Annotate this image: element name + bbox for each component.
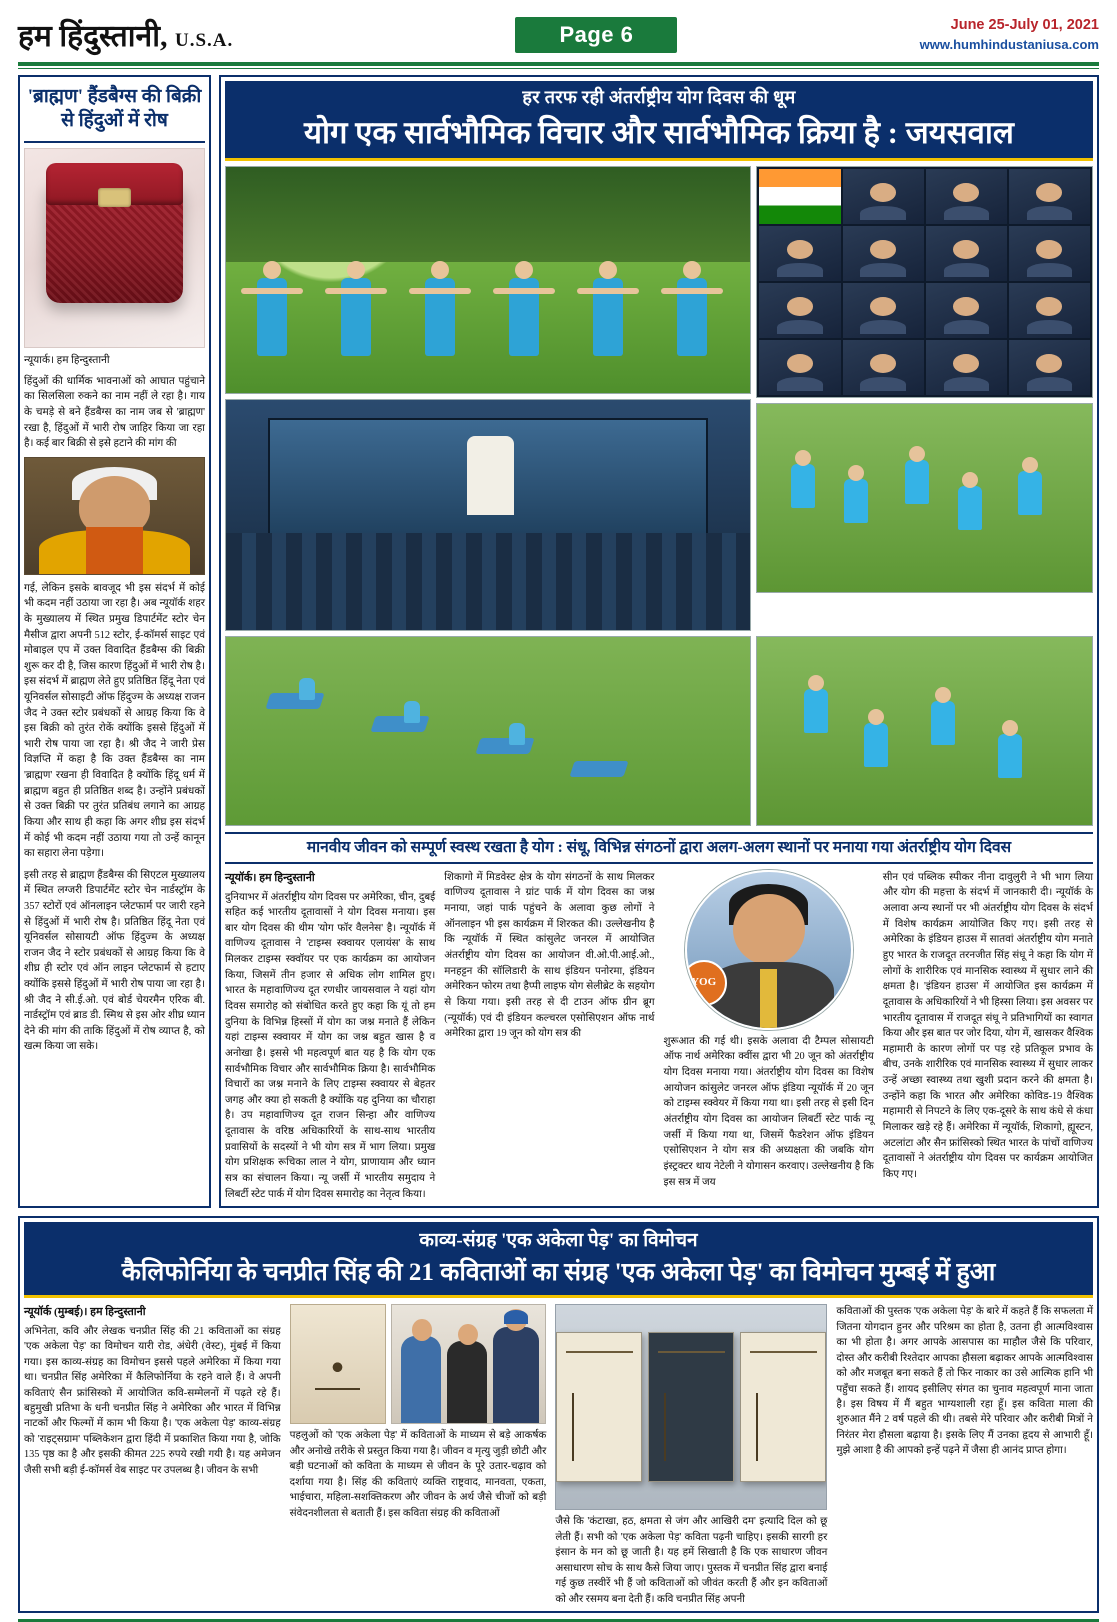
- masthead-title-usa: U.S.A.: [174, 30, 234, 51]
- page-number-badge: Page 6: [515, 17, 677, 53]
- bottom-body-col-4: [836, 1304, 1093, 1607]
- book-cover-1: [556, 1332, 642, 1482]
- stage-crowd: [226, 533, 750, 630]
- bottom-byline: न्यूयॉर्क (मुम्बई)। हम हिन्दुस्तानी: [24, 1306, 146, 1319]
- issue-date: June 25-July 01, 2021: [950, 16, 1099, 33]
- main-body-col-1: [225, 870, 435, 1203]
- main-para-1: दुनियाभर में अंतर्राष्ट्रीय योग दिवस पर अमेरिका, चीन, दुबई सहित कई भारतीय दूतावासों ने योग दिवस मनाया। इस बार योग दिवस की थीम 'योग फॉर वैलनेस' है। न्यूयॉर्क में वाणिज्य दूतावास ने 'टाइम्स स्क्वायर एलायंस' के साथ मिलकर टाइम्स स्क्वॉयर पर एक कार्यक्रम का आयोजन किया, जिसमें तीन हजार से अधिक लोग शामिल हुए। भारत के महावाणिज्य दूत रणधीर जायसवाल ने यहां योग दिवस समारोह को संबोधित करते हुए कहा कि यूं तो हम दुनिया के विभिन्न हिस्सों में योग का जश्न मनाते हैं लेकिन यहां टाइम्स स्क्वायर में योग का जश्न बहुत खास है व अनोखा है। इससे भी महत्वपूर्ण बात यह है कि योग एक सार्वभौमिक विचार और सार्वभौमिक क्रिया है। सार्वभौमिक विचारों का जश्न मनाने के लिए टाइम्स स्क्वायर से बेहतर जगह और क्या हो सकती है क्योंकि यह दुनिया का चौराहा है। उप महावाणिज्य दूत राजन सिन्हा और वाणिज्य दूतावास के वरिष्ठ अधिकारियों के साथ-साथ भारतीय प्रवासियों के सदस्यों ने भी योग सत्र में भाग लिया। प्रमुख योग प्रशिक्षक रूचिका लाल ने योग, प्राणायाम और ध्यान सत्र का संचालन किया। न्यू जर्सी में भारतीय समुदाय ने लिबर्टी स्टेट पार्क में योग दिवस समारोह का नेतृत्व किया।: [225, 891, 436, 1200]
- main-para-3: शुरूआत की गई थी। इसके अलावा दी टैम्पल सोसायटी ऑफ नार्थ अमेरिका क्वींस द्वारा भी 20 जून को अंतर्राष्ट्रीय योग दिवस मनाया गया। अंतर्राष्ट्रीय योग दिवस का विशेष आयोजन कांसुलेट जनरल ऑफ इंडिया न्यूयॉर्क में 20 जून को टाइम्स स्क्वेयर में किया गया था। इसी तरह से इसी दिन अंतर्राष्ट्रीय योग दिवस का आयोजन लिबर्टी स्टेट पार्क न्यू जर्सी में किया गया था, जिसमें फैडरेशन ऑफ इंडियन एसोसिएशन ने योग सत्र की अध्यक्षता की जबकि योग इंस्ट्रक्टर थाय नेटेली ने योगासन करवाए। उल्लेखनीय है कि इस सत्र में जय: [663, 1035, 874, 1188]
- main-byline: न्यूयॉर्क। हम हिन्दुस्तानी: [225, 871, 315, 884]
- handbag-shape: [46, 180, 182, 303]
- website-url[interactable]: www.humhindustaniusa.com: [919, 36, 1099, 52]
- photo-yoga-mats-park: [225, 636, 751, 826]
- bottom-body-col-1: [24, 1304, 281, 1607]
- portrait-randhir-jaiswal: [685, 870, 853, 1030]
- bottom-body-col-3: [555, 1304, 827, 1607]
- bottom-para-1: अभिनेता, कवि और लेखक चनप्रीत सिंह की 21 कविताओं का संग्रह 'एक अकेला पेड़' का विमोचन यारी रोड, अंधेरी (वेस्ट), मुंबई में किया गया। इस काव्य-संग्रह का विमोचन इससे पहले अमेरिका में किया गया था। चनप्रीत सिंह अमेरिका में कैलिफोर्निया के रहने वाले हैं। वे अपनी कविताएं सैन फ्रांसिस्को में आयोजित कवि-सम्मेलनों में पढ़ते रहे हैं। बहुमुखी प्रतिभा के धनी चनप्रीत सिंह ने अमेरिका और भारत में विभिन्न नाटकों और फिल्मों में काम भी किया है। 'एक अकेला पेड़' काव्य-संग्रह को 'राइट्सग्राम' पब्लिकेशन द्वारा हिंदी में प्रकाशित किया गया है, जोकि 135 पृष्ठ का है और इसकी कीमत 225 रुपये रखी गयी है। यह अमेजन जैसी सभी बड़ी ई-कॉमर्स वेब साइट पर उपलब्ध है। जीवन के सभी: [24, 1325, 281, 1476]
- photo-column-right-2: [756, 636, 1093, 826]
- bottom-body-columns: [24, 1304, 1093, 1607]
- photo-column-right: [756, 166, 1093, 631]
- photo-book-launch-group: [391, 1304, 547, 1424]
- top-zone: [18, 75, 1099, 1208]
- footer-rule: [18, 1619, 1099, 1622]
- left-article-byline: न्यूयार्क। हम हिन्दुस्तानी: [24, 354, 110, 366]
- article-brahmin-handbags: [18, 75, 211, 1208]
- photo-yoga-lawn-group: [225, 166, 751, 394]
- main-photo-grid: [225, 166, 1093, 631]
- photo-yoga-stage-screen: [225, 399, 751, 631]
- masthead-rule: [18, 62, 1099, 66]
- masthead-title-hindi: हम हिंदुस्तानी,: [18, 20, 168, 53]
- main-body-col-2: [444, 870, 654, 1203]
- bottom-kicker: काव्य-संग्रह 'एक अकेला पेड़' का विमोचन: [24, 1222, 1093, 1256]
- book-cover-2: [648, 1332, 734, 1482]
- main-photo-grid-second: [225, 636, 1093, 826]
- book-cover-3: [740, 1332, 826, 1482]
- book-cover-tree: [315, 1336, 360, 1390]
- photo-column-left: [225, 166, 751, 631]
- stage-speaker: [467, 436, 514, 514]
- photo-hindu-leader-portrait: [24, 457, 205, 575]
- main-body-columns: [225, 870, 1093, 1203]
- article-yoga-day: [219, 75, 1099, 1208]
- tree-backdrop: [226, 167, 750, 262]
- photo-zoom-grid-participants: [756, 166, 1093, 398]
- main-kicker: हर तरफ रही अंतर्राष्ट्रीय योग दिवस की धूम: [225, 81, 1093, 113]
- bottom-body-col-2: [290, 1304, 547, 1607]
- bottom-headline: कैलिफोर्निया के चनप्रीत सिंह की 21 कविताओं का संग्रह 'एक अकेला पेड़' का विमोचन मुम्बई में हुआ: [24, 1256, 1093, 1298]
- photo-book-cover-small: [290, 1304, 386, 1424]
- photo-book-covers-display: [555, 1304, 827, 1510]
- article-poetry-book-launch: [18, 1216, 1099, 1613]
- yoga-day-logo: YOG: [685, 960, 727, 1006]
- main-body-col-3: [664, 870, 874, 1203]
- portrait-scarf: [86, 527, 143, 573]
- inset-face: [733, 894, 805, 966]
- left-article-para-1: हिंदुओं की धार्मिक भावनाओं को आघात पहुंचाने का सिलसिला रुकने का नाम नहीं ले रहा है। गाय के चमड़े से बने हैंडबैग्स का नाम जब से 'ब्राह्मण' रखा है, हिंदुओं में भारी रोष जाहिर किया जा रहा है। कई बार बिक्री से इसे हटाने की मांग की: [24, 375, 205, 450]
- left-article-para-2: गई, लेकिन इसके बावजूद भी इस संदर्भ में कोई भी कदम नहीं उठाया जा रहा है। अब न्यूयॉर्क शहर के मुख्यालय में स्थित प्रमुख डिपार्टमेंट स्टोर चेन मैसीज द्वारा अपनी 512 स्टोर, ई-कॉमर्स साइट एवं मोबाइल एप में उक्त विवादित हैंडबैग्स की बिक्री शुरू कर दी है, जिस कारण हिंदुओं में भारी रोष है। इस संदर्भ में ब्राह्मण लेते हुए प्रतिष्ठित हिंदू नेता एवं यूनिवर्सल सोसाइटी ऑफ हिंदुज्म के अध्यक्ष राजन जैद ने उक्त स्टोर प्रबंधकों से आग्रह किया कि वे इस बिक्री को तुरंत रोकें क्योंकि इससे हिंदुओं में भारी रोष पाया जा रहा है। श्री जैद ने जारी प्रेस विज्ञप्ति में कहा है कि उक्त हैंडबैग्स का नाम 'ब्राह्मण' रखना ही विवादित है क्योंकि हिंदू धर्म में ब्राह्मण बहुत ही प्रतिष्ठित शब्द है। उन्होंने प्रबंधकों से उक्त बिक्री पर तुरंत प्रतिबंध लगाने का आग्रह किया और साथ ही कहा कि अगर शीघ्र इस संदर्भ में कोई भी कदम नहीं उठाया गया तो उन्हें कानून का सहारा लेना पड़ेगा।: [24, 582, 205, 860]
- left-article-headline: 'ब्राह्मण' हैंडबैग्स की बिक्री से हिंदुओं में रोष: [24, 81, 205, 143]
- masthead: [18, 14, 1099, 59]
- masthead-rule-thin: [18, 68, 1099, 69]
- main-para-4: सीन एवं पब्लिक स्पीकर नीना दावुलुरी ने भी भाग लिया और योग की महत्ता के संदर्भ में जानकारी दी। न्यूयॉर्क के अलावा अन्य स्थानों पर भी अंतर्राष्ट्रीय योग दिवस के संदर्भ में विशेष कार्यक्रम आयोजित किए गए। इसी तरह से अमेरिका के इंडियन हाउस में सातवां अंतर्राष्ट्रीय योग मनाते हुए भारत के राजदूत तरनजीत सिंह संधू ने कहा कि योग में लोगों के शारीरिक एवं मानसिक स्वास्थ्य में सुधार लाने की क्षमता है। 'इंडियन हाउस' में आयोजित इस कार्यक्रम में दूतावास के अधिकारियों ने भी हिस्सा लिया। इस अवसर पर भारतीय दूतावास में राजदूत संधू ने प्रतिभागियों का स्वागत किया और इस बात पर जोर दिया, योग में, खासकर वैश्विक महामारी के कारण लोगों पर पड़ रहे प्रतिकूल प्रभाव के बीच, उनके शारीरिक एवं मानसिक स्वास्थ्य में सुधार लाकर उन्हें अच्छा स्वास्थ्य तथा खुशी प्रदान करने की क्षमता है। उन्होंने कहा कि भारत और अमेरिका कोविड-19 वैश्विक महामारी से निपटने के लिए एक-दूसरे के साथ कंधे से कंधा मिलाकर खड़े रहे हैं। अमेरिका में न्यूयॉर्क, शिकागो, ह्यूस्टन, अटलांटा और सैन फ्रांसिस्को स्थित भारत के पांचों वाणिज्य दूतावासों ने अंतर्राष्ट्रीय योग दिवस पर कार्यक्रम आयोजित किए गए।: [882, 871, 1093, 1180]
- turban-shape: [504, 1310, 529, 1324]
- inset-tie: [760, 969, 776, 1028]
- main-subheadline: मानवीय जीवन को सम्पूर्ण स्वस्थ रखता है योग : संधू, विभिन्न संगठनों द्वारा अलग-अलग स्थानों पर मनाया गया अंतर्राष्ट्रीय योग दिवस: [225, 832, 1093, 864]
- masthead-meta: [920, 16, 1099, 53]
- bottom-para-4: कविताओं की पुस्तक 'एक अकेला पेड़' के बारे में कहते हैं कि सफलता में जितना योगदान हुनर और परिश्रम का होता है, उतना ही आत्मविश्वास का भी होता है। अगर आपके आसपास का माहौल जैसे कि परिवार, दोस्त और करीबी रिश्तेदार आपका हौसला बढ़ाकर आपके आत्मविश्वास को और मजबूत बना सकते हैं तो फिर नाकार का उसे आत्मिक हानि भी पहुँचा सकते हैं। शायद इसीलिए संगत का चुनाव महत्वपूर्ण माना जाता है। इस विषय में मैं बहुत भाग्यशाली रहा हूँ। इस कविता माला की शुरुआत मैंने 2 वर्ष पहले की थी। तबसे मेरे परिवार और करीबी मित्रों ने निरंतर मेरा हौसला बढ़ाया है। इसके लिए मैं उनका हृदय से आभारी हूँ। मुझे आशा है की आपको इन्हें पढ़ने में जैसा ही आनंद प्राप्त होगा।: [836, 1306, 1094, 1457]
- photo-column-left-2: [225, 636, 751, 826]
- masthead-title: [18, 14, 233, 55]
- photo-red-handbag: [24, 148, 205, 348]
- main-headline: योग एक सार्वभौमिक विचार और सार्वभौमिक क्रिया है : जयसवाल: [225, 113, 1093, 161]
- photo-kids-yoga-lawn: [756, 403, 1093, 593]
- main-para-2: शिकागो में मिडवेस्ट क्षेत्र के योग संगठनों के साथ मिलकर वाणिज्य दूतावास ने ग्रांट पार्क में योग दिवस का जश्न मनाया, जहां पार्क पहुंचने के अलावा कुछ लोगों ने ऑनलाइन भी इस कार्यक्रम में शिरकत की। उल्लेखनीय है कि न्यूयॉर्क में स्थित कांसुलेट जनरल में आयोजित अंतर्राष्ट्रीय योग दिवस का आयोजन वी.ओ.पी.आई.ओ., मनहट्टन की सॉलिडारी के साथ इंडियन पनोरमा, इंडियन अमेरिकन फोरम तथा हैप्पी लाइफ योग सेलीब्रेट के सहयोग से किया गया। इसी तरह से दी टाउन ऑफ ग्रीन ब्रूग (न्यूयॉर्क) एवं दी इंडियन कल्चरल एसोसिएशन ऑफ नार्थ अमेरिका द्वारा 19 जून को योग सत्र की: [444, 871, 655, 1040]
- left-article-para-3: इसी तरह से ब्राह्मण हैंडबैग्स की सिएटल मुख्यालय में स्थित लग्जरी डिपार्टमेंट स्टोर चेन नार्डस्ट्रॉम के 357 स्टोरों एवं ऑनलाइन प्लेटफार्म पर जारी रहने से हिंदुओं में भारी रोष है। प्रतिष्ठित हिंदू नेता एवं यूनिवर्सल सोसायटी ऑफ हिंदुज्म के अध्यक्ष राजन जैद ने स्टोर प्रबंधकों से आग्रह किया कि वे शीघ्र ही स्टोर एवं ऑन लाइन प्लेटफार्म से हटाए क्योंकि इससे हिंदुओं में भारी रोष पाया जा रहा है। श्री जैद ने सी.ई.ओ. एवं बोर्ड चेयरमैन एरिक बी. नार्डस्ट्रॉम एवं ब्राड डी. स्मिथ से इस ओर शीघ्र ध्यान देने की मांग की ताकि हिंदुओं में रोष व्याप्त है, को खत्म किया जा सके।: [24, 869, 205, 1053]
- photo-kids-yoga-lawn-2: [756, 636, 1093, 826]
- main-body-col-4: [883, 870, 1093, 1203]
- bottom-para-2: पहलुओं को 'एक अकेला पेड़' में कविताओं के माध्यम से बड़े आकर्षक और अनोखे तरीके से प्रस्तुत किया गया है। जीवन व मृत्यु जुड़ी छोटी और बड़ी घटनाओं को कविता के माध्यम से जीवन के पूरे उतार-चढ़ाव को दर्शाया गया है। सिंह की कविताएं व्यक्ति राष्ट्रवाद, मानवता, एकता, भाईचारा, महिला-सशक्तिकरण और जीवन के अर्थ जैसे चीजों को बड़ी संवेदनशीलता से बताती हैं। इस कविता संग्रह की कविताओं: [289, 1430, 547, 1519]
- bottom-para-3: जैसे कि 'कंटाखा, हठ, क्षमता से जंग और आखिरी दम' इत्यादि दिल को छू लेती हैं। सभी को 'एक अकेला पेड़' कविता पढ़नी चाहिए। इसकी सारगी हर इंसान के मन को छू जाती है। यह हमें सिखाती है कि एक साधारण जीवन असाधारण सोच के साथ कैसे जिया जाए। पुस्तक में चनप्रीत सिंह द्वारा बनाई गई कुछ तस्वीरें भी हैं जो कविताओं को जीवंत करती हैं और इन कविताओं को और रसमय बना देती हैं। कवि चनप्रीत सिंह अपनी: [555, 1516, 828, 1605]
- bottom-photos-row: [290, 1304, 547, 1424]
